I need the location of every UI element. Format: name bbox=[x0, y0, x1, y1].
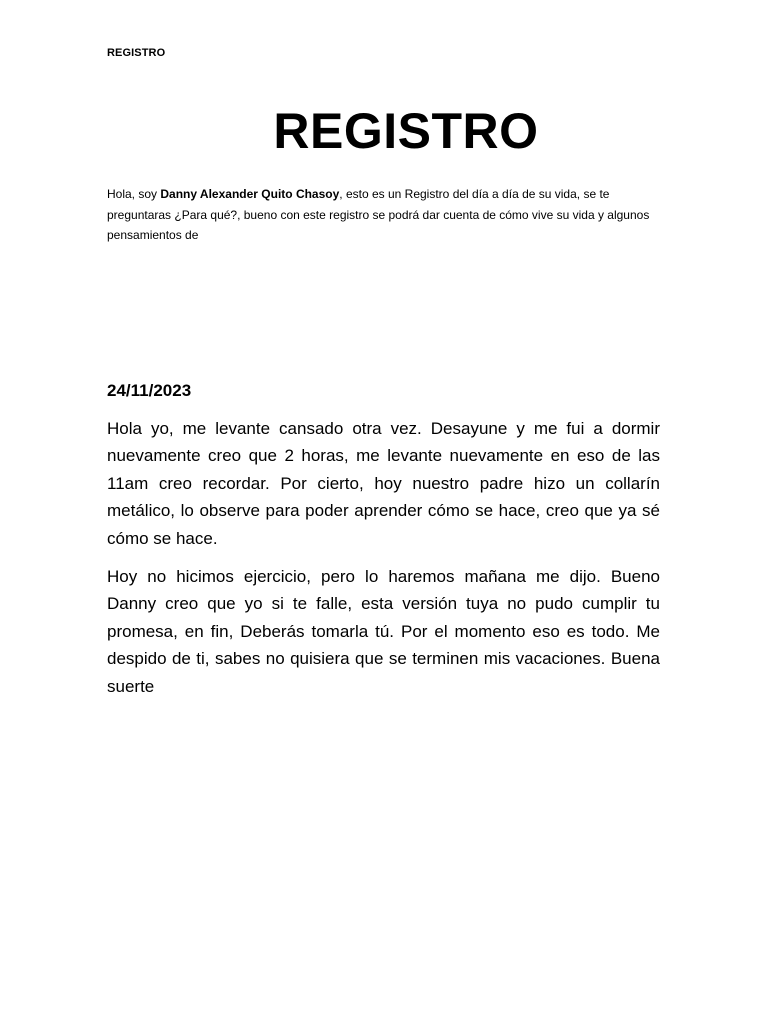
intro-text-start: Hola, soy bbox=[107, 187, 161, 201]
entry-paragraph: Hola yo, me levante cansado otra vez. Desayune y me fui a dormir nuevamente creo que 2 horas, me levante nuevamente en eso de las 11am creo recordar. Por cierto, hoy nuestro padre hizo un collarín metálico, lo observe para poder aprender cómo se hace, creo que ya sé cómo se hace. bbox=[107, 419, 660, 548]
intro-paragraph bbox=[107, 184, 662, 246]
intro-text-end: , esto es un Registro del día a día de su vida, se te preguntaras ¿Para qué?, bueno con este registro se podrá dar cuenta de cómo vive su vida y algunos pensamientos de bbox=[107, 187, 650, 242]
entry-date: 24/11/2023 bbox=[107, 381, 192, 400]
author-name: Danny Alexander Quito Chasoy bbox=[160, 187, 340, 201]
document-title: REGISTRO bbox=[273, 103, 539, 159]
running-header: REGISTRO bbox=[107, 47, 166, 59]
entry-paragraph: Hoy no hicimos ejercicio, pero lo haremos mañana me dijo. Bueno Danny creo que yo si te falle, esta versión tuya no pudo cumplir tu promesa, en fin, Deberás tomarla tú. Por el momento eso es todo. Me despido de ti, sabes no quisiera que se terminen mis vacaciones. Buena suerte bbox=[107, 567, 660, 696]
